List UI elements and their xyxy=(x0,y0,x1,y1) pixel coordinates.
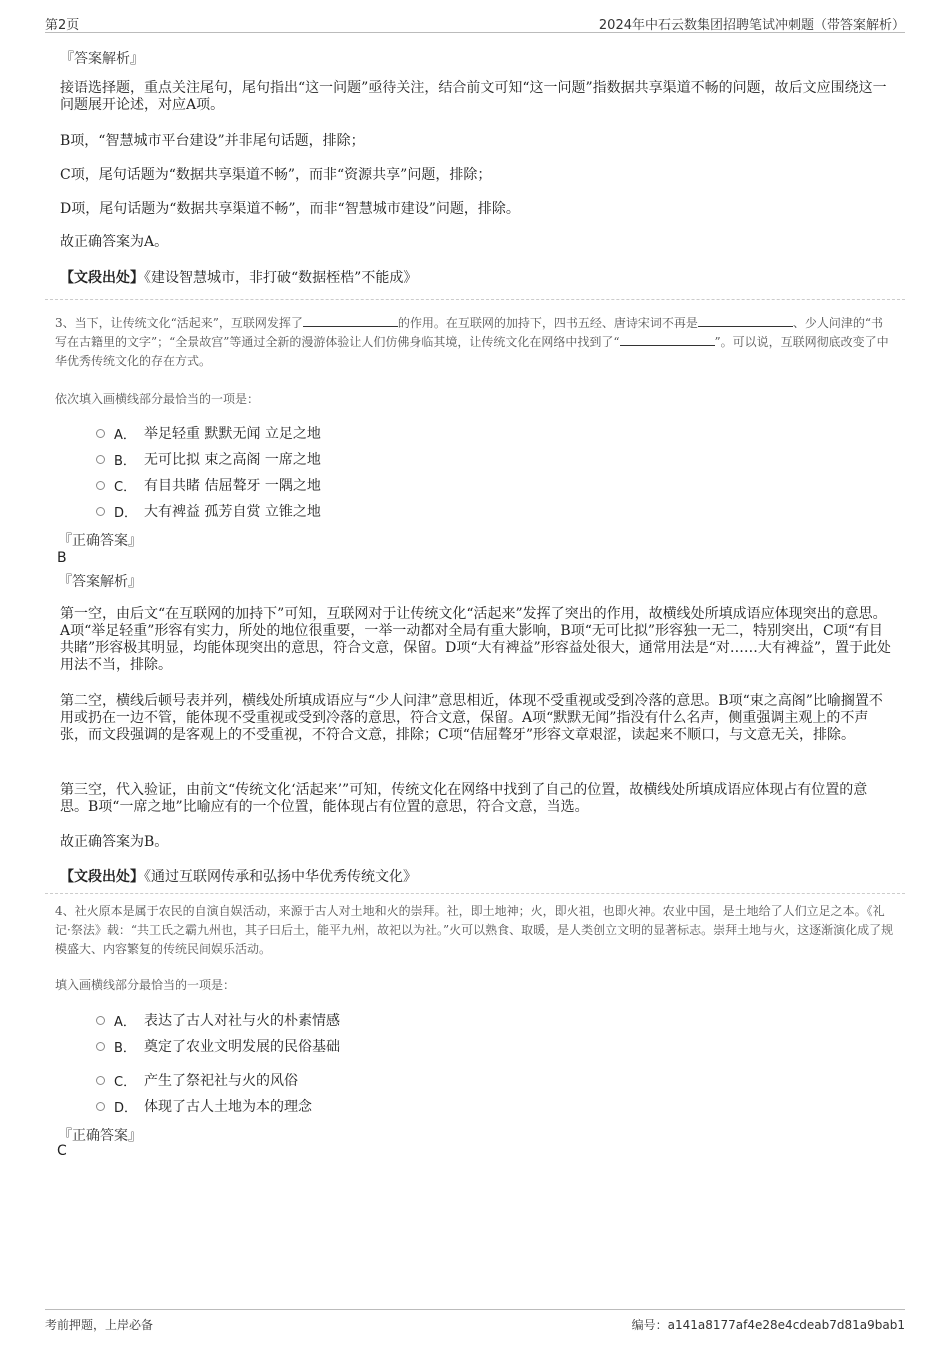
question-text-part: 的作用。在互联网的加持下，四书五经、唐诗宋词不再是 xyxy=(397,316,698,330)
radio-icon[interactable] xyxy=(96,1042,105,1051)
analysis-paragraph: 第二空，横线后顿号表并列，横线处所填成语应与“少人问津”意思相近，体现不受重视或受到冷落的意思。B项“束之高阁”比喻搁置不用或扔在一边不管，能体现不受重视或受到冷落的意思，符合文意，保留。A项“默默无闻”指没有什么名声，侧重强调主观上的不声张，而文段强调的是客观上的不受重视，不符合文意，排除；C项“佶屈聱牙”形容文章艰涩，读起来不顺口，与文意无关，排除。 xyxy=(60,693,883,743)
fill-blank xyxy=(303,315,398,327)
source-citation xyxy=(60,267,417,287)
analysis-paragraph: 第一空，由后文“在互联网的加持下”可知，互联网对于让传统文化“活起来”发挥了突出的作用，故横线处所填成语应体现突出的意思。A项“举足轻重”形容有实力，所处的地位很重要，一举一动都对全局有重大影响，B项“无可比拟”形容独一无二，特别突出，C项“有目共睹”形容极其明显，均能体现突出的意思，符合文意，保留。D项“大有裨益”形容益处很大，通常用法是“对……大有裨益”，置于此处用法不当，排除。 xyxy=(60,606,892,673)
question-4-text: 4、社火原本是属于农民的自演自娱活动，来源于古人对土地和火的崇拜。社，即土地神；火，即火祖，也即火神。农业中国，是土地给了人们立足之本。《礼记·祭法》载：“共工氏之霸九州也，其子曰后土，能平九州，故祀以为社。”火可以熟食、取暖，是人类创立文明的显著标志。崇拜土地与火，这逐渐演化成了规模盛大、内容繁复的传统民间娱乐活动。 xyxy=(55,904,894,956)
analysis-paragraph: C项，尾句话题为“数据共享渠道不畅”，而非“资源共享”问题，排除； xyxy=(60,167,492,183)
page-number: 第2页 xyxy=(45,18,80,33)
question-prompt: 依次填入画横线部分最恰当的一项是： xyxy=(55,392,260,406)
correct-answer-label: 『正确答案』 xyxy=(58,533,142,549)
document-id: 编号：a141a8177af4e28e4cdeab7d81a9bab1 xyxy=(631,1318,905,1332)
option-c[interactable] xyxy=(96,475,321,495)
option-letter: D． xyxy=(114,1100,138,1116)
section-divider xyxy=(45,893,905,894)
fill-blank xyxy=(620,334,715,346)
fill-blank xyxy=(698,315,793,327)
option-b[interactable] xyxy=(96,449,321,469)
option-text: 奠定了农业文明发展的民俗基础 xyxy=(144,1039,340,1055)
analysis-paragraph: 接语选择题，重点关注尾句，尾句指出“这一问题”亟待关注，结合前文可知“这一问题”指数据共享渠道不畅的问题，故后文应围绕这一问题展开论述，对应A项。 xyxy=(60,80,887,113)
page-header xyxy=(45,12,905,33)
analysis-paragraph: D项，尾句话题为“数据共享渠道不畅”，而非“智慧城市建设”问题，排除。 xyxy=(60,201,520,217)
source-label: 【文段出处】 xyxy=(60,270,144,286)
source-title: 《通过互联网传承和弘扬中华优秀传统文化》 xyxy=(144,869,417,885)
radio-icon[interactable] xyxy=(96,1016,105,1025)
radio-icon[interactable] xyxy=(96,1076,105,1085)
question-3-text xyxy=(55,314,895,371)
source-label: 【文段出处】 xyxy=(60,869,144,885)
option-c[interactable] xyxy=(96,1070,298,1090)
correct-answer-label: 『正确答案』 xyxy=(58,1128,142,1144)
option-text: 大有裨益 孤芳自赏 立锥之地 xyxy=(144,504,321,520)
correct-answer: C xyxy=(57,1143,67,1159)
option-b[interactable] xyxy=(96,1036,340,1056)
radio-icon[interactable] xyxy=(96,455,105,464)
source-title: 《建设智慧城市，非打破“数据桎梏”不能成》 xyxy=(144,270,418,286)
option-letter: A． xyxy=(114,1014,136,1030)
option-a[interactable] xyxy=(96,1010,340,1030)
option-d[interactable] xyxy=(96,501,321,521)
option-text: 产生了祭祀社与火的风俗 xyxy=(144,1073,298,1089)
option-letter: B． xyxy=(114,453,136,469)
section-divider xyxy=(45,299,905,300)
document-title: 2024年中石云数集团招聘笔试冲刺题（带答案解析） xyxy=(598,18,905,33)
conclusion: 故正确答案为B。 xyxy=(60,834,169,850)
radio-icon[interactable] xyxy=(96,507,105,516)
option-letter: D． xyxy=(114,505,138,521)
analysis-paragraph: B项，“智慧城市平台建设”并非尾句话题，排除； xyxy=(60,133,365,149)
footer-slogan: 考前押题，上岸必备 xyxy=(45,1318,154,1332)
analysis-label: 『答案解析』 xyxy=(60,51,144,67)
analysis-label: 『答案解析』 xyxy=(58,574,142,590)
radio-icon[interactable] xyxy=(96,429,105,438)
option-text: 举足轻重 默默无闻 立足之地 xyxy=(144,426,321,442)
option-letter: A． xyxy=(114,427,136,443)
correct-answer: B xyxy=(57,550,67,566)
option-text: 有目共睹 佶屈聱牙 一隅之地 xyxy=(144,478,321,494)
analysis-paragraph: 第三空，代入验证，由前文“传统文化‘活起来’”可知，传统文化在网络中找到了自己的位置，故横线处所填成语应体现占有位置的意思。B项“一席之地”比喻应有的一个位置，能体现占有位置的意思，符合文意，当选。 xyxy=(60,782,868,815)
question-text-part: ”。可以说，互联网彻底改变了中华优秀传统文化的存在方式。 xyxy=(55,335,889,368)
page-footer xyxy=(45,1309,905,1336)
conclusion: 故正确答案为A。 xyxy=(60,234,169,250)
option-d[interactable] xyxy=(96,1096,312,1116)
question-text-part: 3、当下，让传统文化“活起来”，互联网发挥了 xyxy=(55,316,303,330)
option-letter: C． xyxy=(114,479,137,495)
option-letter: C． xyxy=(114,1074,137,1090)
option-letter: B． xyxy=(114,1040,136,1056)
source-citation xyxy=(60,866,417,886)
option-text: 体现了古人土地为本的理念 xyxy=(144,1099,312,1115)
question-text-part: 、少人问津的“书写在古籍里的文字”；“全景故宫”等通过全新的漫游体验让人们仿佛身临其境，让传统文化在网络中找到了“ xyxy=(55,316,884,349)
question-prompt: 填入画横线部分最恰当的一项是： xyxy=(55,978,236,992)
option-text: 表达了古人对社与火的朴素情感 xyxy=(144,1013,340,1029)
option-a[interactable] xyxy=(96,423,321,443)
radio-icon[interactable] xyxy=(96,1102,105,1111)
option-text: 无可比拟 束之高阁 一席之地 xyxy=(144,452,321,468)
radio-icon[interactable] xyxy=(96,481,105,490)
